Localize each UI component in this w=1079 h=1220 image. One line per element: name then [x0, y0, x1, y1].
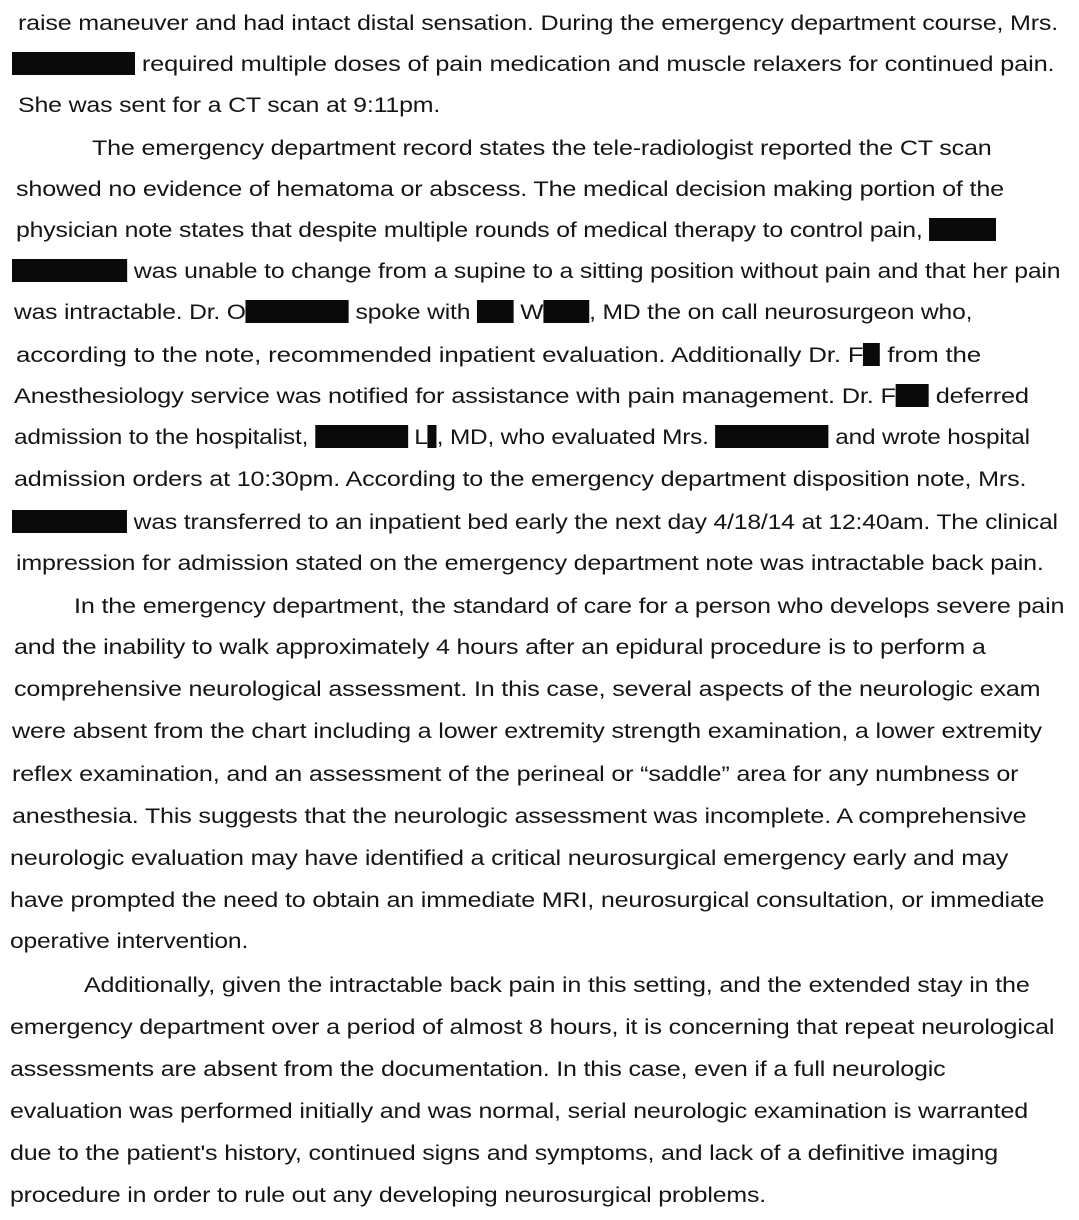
text-line: [10, 1138, 998, 1168]
text-segment: Additionally, given the intractable back pain in this setting, and the extended stay in the: [84, 973, 1030, 997]
redaction-bar: [863, 343, 880, 366]
text-line: [12, 716, 1042, 746]
text-segment: were absent from the chart including a lower extremity strength examination, a lower extremity: [12, 719, 1042, 743]
text-line: [84, 970, 1030, 1000]
text-segment: raise maneuver and had intact distal sensation. During the emergency department course, Mrs.: [18, 11, 1059, 35]
text-segment: from the: [880, 343, 981, 367]
redaction-bar: [896, 384, 929, 407]
text-line: [14, 674, 1040, 704]
text-line: [14, 464, 1026, 494]
text-segment: was transferred to an inpatient bed early the next day 4/18/14 at 12:40am. The clinical: [126, 510, 1058, 534]
text-line: [10, 1012, 1054, 1042]
text-segment: impression for admission stated on the emergency department note was intractable back pain.: [16, 551, 1044, 575]
redaction-bar: [428, 425, 437, 448]
text-segment: , MD, who evaluated Mrs.: [436, 425, 716, 449]
text-segment: anesthesia. This suggests that the neurologic assessment was incomplete. A comprehensive: [12, 804, 1027, 828]
text-segment: and the inability to walk approximately 4 hours after an epidural procedure is to perform a: [14, 635, 986, 659]
text-line: [10, 1096, 1028, 1126]
text-line: [16, 215, 996, 245]
redaction-bar: [929, 218, 996, 241]
redaction-bar: [12, 52, 135, 75]
text-segment: emergency department over a period of almost 8 hours, it is concerning that repeat neurological: [10, 1015, 1055, 1039]
text-line: [14, 381, 1029, 411]
text-line: [10, 885, 1044, 915]
text-segment: required multiple doses of pain medication and muscle relaxers for continued pain.: [134, 52, 1055, 76]
text-line: [10, 926, 248, 956]
text-line: [16, 340, 981, 370]
text-line: [12, 507, 1058, 537]
text-line: [74, 591, 1064, 621]
text-line: [12, 256, 1060, 286]
text-segment: admission orders at 10:30pm. According to the emergency department disposition note, Mrs.: [14, 467, 1027, 491]
text-line: [12, 49, 1054, 79]
text-line: [10, 843, 1008, 873]
text-line: [14, 632, 986, 662]
text-segment: neurologic evaluation may have identified a critical neurosurgical emergency early and may: [10, 846, 1009, 870]
text-segment: Anesthesiology service was notified for assistance with pain management. Dr. F: [14, 384, 896, 408]
text-line: [10, 1054, 945, 1084]
text-line: [10, 1180, 766, 1210]
redaction-bar: [477, 300, 514, 323]
redaction-bar: [715, 425, 828, 448]
text-line: [12, 801, 1026, 831]
text-segment: showed no evidence of hematoma or abscess. The medical decision making portion of the: [16, 177, 1004, 201]
text-line: [16, 174, 1004, 204]
text-segment: She was sent for a CT scan at 9:11pm.: [18, 93, 441, 117]
text-segment: comprehensive neurological assessment. In this case, several aspects of the neurologic exam: [14, 677, 1041, 701]
text-segment: operative intervention.: [10, 929, 249, 953]
text-line: [14, 422, 1030, 452]
text-segment: have prompted the need to obtain an immediate MRI, neurosurgical consultation, or immediate: [10, 888, 1045, 912]
text-segment: spoke with: [348, 300, 477, 324]
redaction-bar: [246, 300, 349, 323]
text-segment: assessments are absent from the documentation. In this case, even if a full neurologic: [10, 1057, 946, 1081]
text-segment: and wrote hospital: [828, 425, 1030, 449]
text-line: [18, 8, 1058, 38]
text-segment: according to the note, recommended inpatient evaluation. Additionally Dr. F: [16, 343, 864, 367]
text-line: [18, 90, 440, 120]
text-segment: was unable to change from a supine to a sitting position without pain and that her pain: [127, 259, 1061, 283]
text-segment: , MD the on call neurosurgeon who,: [589, 300, 973, 324]
text-segment: due to the patient's history, continued signs and symptoms, and lack of a definitive imaging: [10, 1141, 999, 1165]
text-segment: L: [407, 425, 428, 449]
redaction-bar: [12, 510, 127, 533]
redaction-bar: [543, 300, 589, 323]
text-segment: admission to the hospitalist,: [14, 425, 315, 449]
text-segment: W: [513, 300, 544, 324]
text-line: [14, 297, 972, 327]
text-segment: In the emergency department, the standard of care for a person who develops severe pain: [74, 594, 1065, 618]
text-segment: evaluation was performed initially and was normal, serial neurologic examination is warranted: [10, 1099, 1028, 1123]
text-line: [92, 133, 992, 163]
redaction-bar: [12, 259, 127, 282]
text-segment: deferred: [928, 384, 1029, 408]
text-segment: The emergency department record states the tele-radiologist reported the CT scan: [92, 136, 992, 160]
redaction-bar: [315, 425, 408, 448]
text-segment: was intractable. Dr. O: [14, 300, 246, 324]
text-line: [12, 759, 1018, 789]
text-segment: reflex examination, and an assessment of the perineal or “saddle” area for any numbness or: [12, 762, 1019, 786]
text-segment: physician note states that despite multiple rounds of medical therapy to control pain,: [16, 218, 930, 242]
text-segment: procedure in order to rule out any developing neurosurgical problems.: [10, 1183, 766, 1207]
text-line: [16, 548, 1044, 578]
